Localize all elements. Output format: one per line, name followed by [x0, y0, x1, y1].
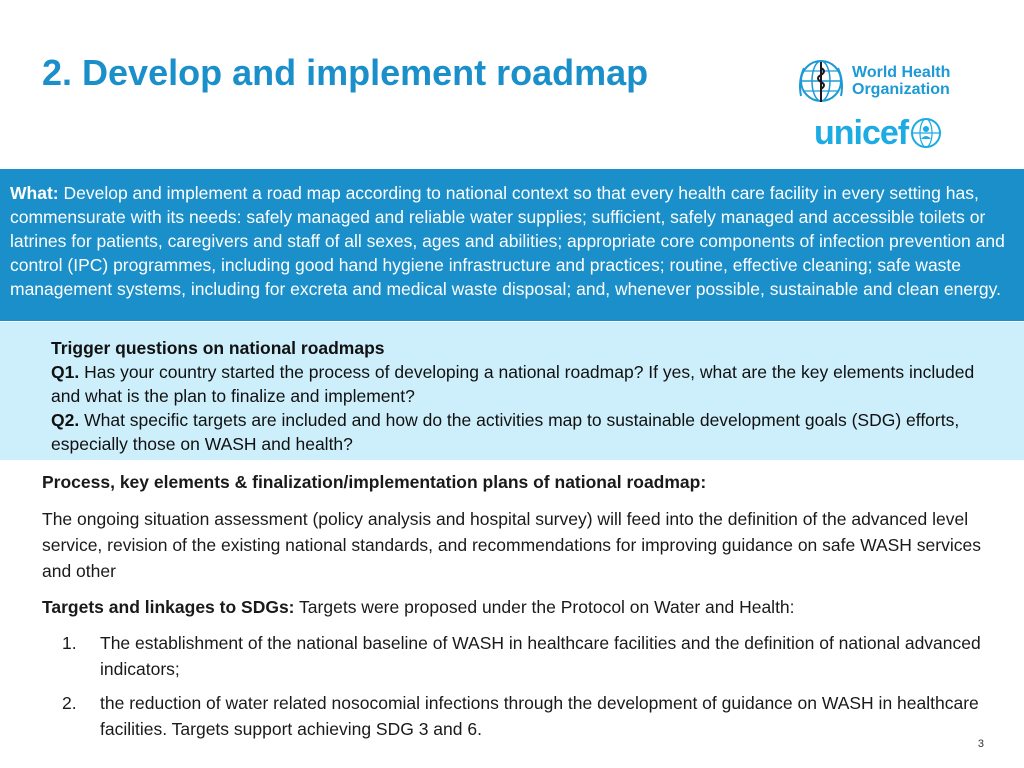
- who-logo: [796, 56, 951, 106]
- page-title: 2. Develop and implement roadmap: [42, 52, 649, 93]
- page-number: 3: [977, 738, 984, 750]
- unicef-emblem-icon: [910, 117, 942, 149]
- who-emblem-icon: [796, 56, 846, 106]
- what-box: [0, 169, 1024, 321]
- main-content: [42, 470, 982, 750]
- targets-label: Targets and linkages to SDGs:: [42, 597, 295, 617]
- list-item: [42, 630, 982, 682]
- list-item-text: The establishment of the national baseline of WASH in healthcare facilities and the definition of national advanced indicators;: [100, 633, 981, 679]
- list-item-text: the reduction of water related nosocomial infections through the development of guidance on WASH in healthcare facilities. Targets support achieving SDG 3 and 6.: [100, 693, 979, 739]
- trigger-heading: Trigger questions on national roadmaps: [51, 338, 385, 358]
- q1-label: Q1.: [51, 362, 80, 382]
- list-item-number: 1.: [62, 633, 77, 653]
- list-item: [42, 690, 982, 742]
- who-logo-line1: World Health: [852, 64, 951, 81]
- trigger-q2: [51, 408, 984, 456]
- q2-text: What specific targets are included and how do the activities map to sustainable development goals (SDG) efforts, especially those on WASH and health?: [51, 410, 960, 454]
- who-logo-line2: Organization: [852, 81, 950, 98]
- process-text: The ongoing situation assessment (policy analysis and hospital survey) will feed into the definition of the advanced level service, revision of the existing national standards, and recommendations for improving guidance on safe WASH services and other: [42, 509, 981, 581]
- targets-text: Targets were proposed under the Protocol on Water and Health:: [294, 597, 795, 617]
- unicef-logo: [814, 114, 942, 152]
- list-item-number: 2.: [62, 693, 77, 713]
- unicef-wordmark: unicef: [814, 114, 909, 152]
- trigger-q1: [51, 360, 984, 408]
- what-text: Develop and implement a road map according to national context so that every health care facility in every setting has, commensurate with its needs: safely managed and reliable water supplies; sufficient, safely managed and accessible toilets or latrines for patients, caregivers and staff of all sexes, ages and abilities; appropriate core components of infection prevention and control (IPC) programmes, including good hand hygiene infrastructure and practices; routine, effective cleaning; safe waste management systems, including for excreta and medical waste disposal; and, whenever possible, sustainable and clean energy.: [10, 183, 1005, 299]
- what-label: What:: [10, 183, 59, 203]
- q2-label: Q2.: [51, 410, 80, 430]
- process-heading: Process, key elements & finalization/implementation plans of national roadmap:: [42, 472, 707, 492]
- targets-list: [42, 630, 982, 742]
- targets-paragraph: [42, 594, 982, 620]
- q1-text: Has your country started the process of developing a national roadmap? If yes, what are the key elements included and what is the plan to finalize and implement?: [51, 362, 975, 406]
- trigger-questions-box: [0, 322, 1024, 460]
